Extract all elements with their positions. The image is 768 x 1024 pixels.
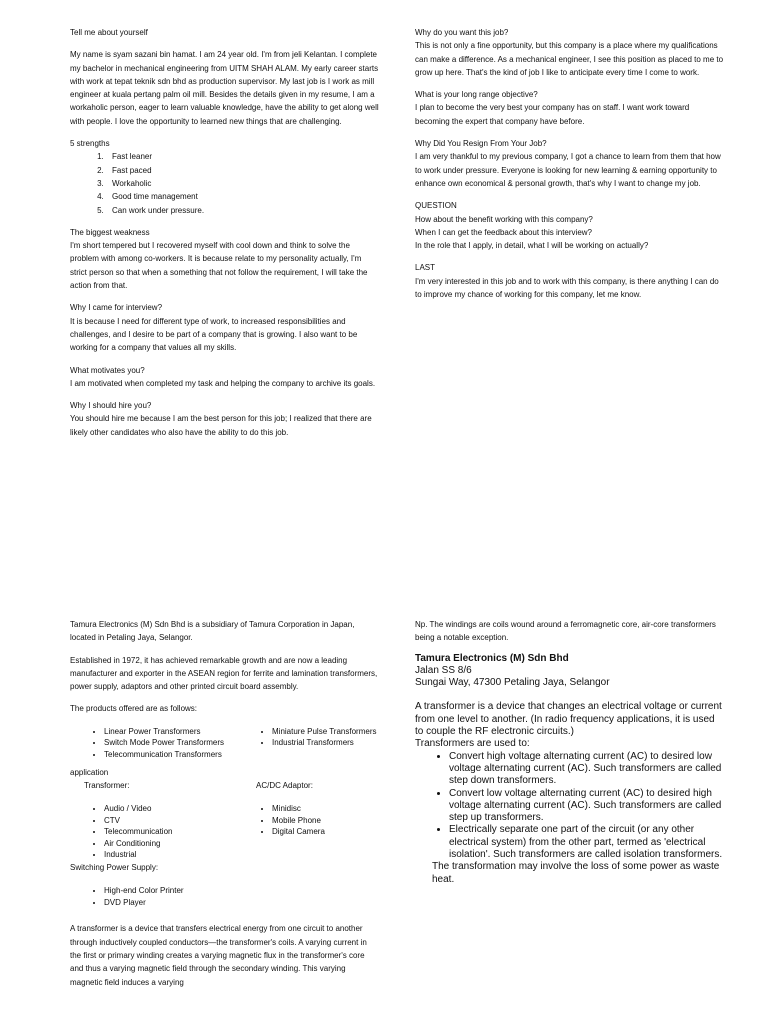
acdc-apps-list <box>238 803 392 838</box>
transformer-apps-list <box>70 803 264 861</box>
list-item: • Telecommunication Transformers <box>104 749 284 761</box>
list-item: • Convert high voltage alternating current (AC) to desired low voltage alternating current (AC). Such transformers are called step down transformers. <box>449 751 725 788</box>
products-right-list <box>238 726 382 749</box>
list-item: • DVD Player <box>104 897 380 909</box>
motivates-title: What motivates you? <box>70 365 145 375</box>
tamura-intro: Tamura Electronics (M) Sdn Bhd is a subsidiary of Tamura Corporation in Japan, located in Petaling Jaya, Selangor. <box>70 620 355 643</box>
came-body: It is because I need for different type of work, to increased responsibilities and challenges, and I desire to be part of a company that is growing. I also want to be working for a company that values all my skills. <box>70 316 358 353</box>
list-item: • Electrically separate one part of the circuit (or any other electrical system) from the other part, termed as 'electrical isolation'. Such transformers are called isolation transformers. <box>449 824 725 861</box>
hire-title: Why I should hire you? <box>70 401 152 411</box>
list-item: • Switch Mode Power Transformers <box>104 737 284 749</box>
last-body: I'm very interested in this job and to work with this company, is there anything I can do to improve my chance of working for this company, let me know. <box>415 276 719 300</box>
list-item: • Audio / Video <box>104 803 264 815</box>
tell-title: Tell me about yourself <box>70 28 148 37</box>
left-top-column <box>70 26 380 448</box>
right-top-column <box>415 26 725 310</box>
hire-body: You should hire me because I am the best person for this job; I realized that there are likely other candidates who also have the ability to do this job. <box>70 414 372 437</box>
list-item: • Miniature Pulse Transformers <box>272 726 382 738</box>
strengths-title: 5 strengths <box>70 139 110 149</box>
transformers-used-to: Transformers are used to: <box>415 738 530 750</box>
question-title: QUESTION <box>415 201 457 211</box>
weakness-body: I'm short tempered but I recovered myself with cool down and think to solve the problem with among co-workers. It is because relate to my personality actually, I'm strict person so that when a something that not follow the requirement, I will take the action from that. <box>70 241 368 291</box>
switching-apps-list <box>70 885 380 908</box>
list-item: • Air Conditioning <box>104 838 264 850</box>
hire-section <box>70 399 380 439</box>
objective-body: I plan to become the very best your company has on staff. I want work toward becoming the expert that company have before. <box>415 103 690 126</box>
list-item: • High-end Color Printer <box>104 885 380 897</box>
objective-section <box>415 88 725 128</box>
resign-title: Why Did You Resign From Your Job? <box>415 139 547 149</box>
company-address-line1: Jalan SS 8/6 <box>415 664 472 676</box>
transformer-uses-list <box>415 751 725 862</box>
acdc-label: AC/DC Adaptor: <box>256 781 313 791</box>
tamura-established: Established in 1972, it has achieved remarkable growth and are now a leading manufacturer and exporter in the ASEAN region for ferrite and lamination transformers, power supply, adaptors and other printed circuit board assembly. <box>70 655 378 692</box>
list-item: 3. Workaholic <box>106 177 380 190</box>
weakness-title: The biggest weakness <box>70 227 150 237</box>
company-name: Tamura Electronics (M) Sdn Bhd <box>415 652 569 664</box>
list-item: 1. Fast leaner <box>106 150 380 163</box>
came-title: Why I came for interview? <box>70 303 163 313</box>
last-title: LAST <box>415 263 436 273</box>
question-line: How about the benefit working with this company? <box>415 214 593 224</box>
resign-body: I am very thankful to my previous company, I got a chance to learn from them that how to work under pressure. Everyone is looking for new learning & earning opportunity to enhance own economical & personal growth, that's why I want to change my job. <box>415 152 721 188</box>
right-bottom-column <box>415 618 725 886</box>
windings-note: Np. The windings are coils wound around a ferromagnetic core, air-core transformers being a notable exception. <box>415 620 716 643</box>
transformer-label: Transformer: <box>84 781 130 791</box>
motivates-body: I am motivated when completed my task and helping the company to archive its goals. <box>70 378 376 388</box>
transformer-description: A transformer is a device that changes an electrical voltage or current from one level to another. (In radio frequency applications, it is used to couple the RF electronic circuits.) <box>415 701 722 738</box>
list-item: 5. Can work under pressure. <box>106 204 380 217</box>
question-line: When I can get the feedback about this interview? <box>415 227 592 237</box>
list-item: 2. Fast paced <box>106 164 380 177</box>
power-loss-note: The transformation may involve the loss of some power as waste heat. <box>432 861 720 885</box>
list-item: • Digital Camera <box>272 826 392 838</box>
question-line: In the role that I apply, in detail, what I will be working on actually? <box>415 241 649 251</box>
application-grid <box>70 779 380 861</box>
list-item: • Minidisc <box>272 803 392 815</box>
want-title: Why do you want this job? <box>415 28 509 37</box>
motivates-section <box>70 364 380 391</box>
last-section <box>415 261 725 301</box>
came-section <box>70 301 380 354</box>
resign-section <box>415 137 725 190</box>
list-item: • Industrial Transformers <box>272 737 382 749</box>
products-title: The products offered are as follows: <box>70 704 198 714</box>
tell-body: My name is syam sazani bin hamat. I am 24 year old. I'm from jeli Kelantan. I complete my bachelor in mechanical engineering from UITM SHAH ALAM. My early career starts with work at tepat teknik sdn bhd as production supervisor. My last job is I work as mill engineer at kuala pertang palm oil mill. Besides the details given in my resume, I am a workaholic person, eager to learn valuable knowledge, have the ability to get along well with people. I love the opportunity to learned new things that are challenging. <box>70 50 379 126</box>
list-item: • Convert low voltage alternating current (AC) to desired high voltage alternating current (AC). Such transformers are called step up transformers. <box>449 788 725 825</box>
list-item: • Industrial <box>104 849 264 861</box>
want-section <box>415 26 725 79</box>
left-bottom-column <box>70 618 380 998</box>
list-item: • Telecommunication <box>104 826 264 838</box>
question-section <box>415 199 725 252</box>
list-item: • CTV <box>104 815 264 827</box>
list-item: • Mobile Phone <box>272 815 392 827</box>
list-item: • Linear Power Transformers <box>104 726 284 738</box>
company-address-line2: Sungai Way, 47300 Petaling Jaya, Selangor <box>415 677 610 689</box>
weakness-section <box>70 226 380 292</box>
want-body: This is not only a fine opportunity, but this company is a place where my qualifications can make a difference. As a mechanical engineer, I see this position as placed to me to grow up here. That's the kind of job I like to anticipate every time I come to work. <box>415 41 724 77</box>
switching-label: Switching Power Supply: <box>70 863 159 873</box>
list-item: 4. Good time management <box>106 190 380 203</box>
tell-section <box>70 26 380 39</box>
application-label: application <box>70 767 109 777</box>
strengths-list <box>70 150 380 216</box>
company-block <box>415 653 725 886</box>
transformer-definition: A transformer is a device that transfers electrical energy from one circuit to another through inductively coupled conductors—the transformer's coils. A varying current in the first or primary winding creates a varying magnetic flux in the transformer's core and thus a varying magnetic field through the secondary winding. This varying magnetic field induces a varying <box>70 924 367 987</box>
products-grid <box>70 726 380 766</box>
objective-title: What is your long range objective? <box>415 90 538 100</box>
